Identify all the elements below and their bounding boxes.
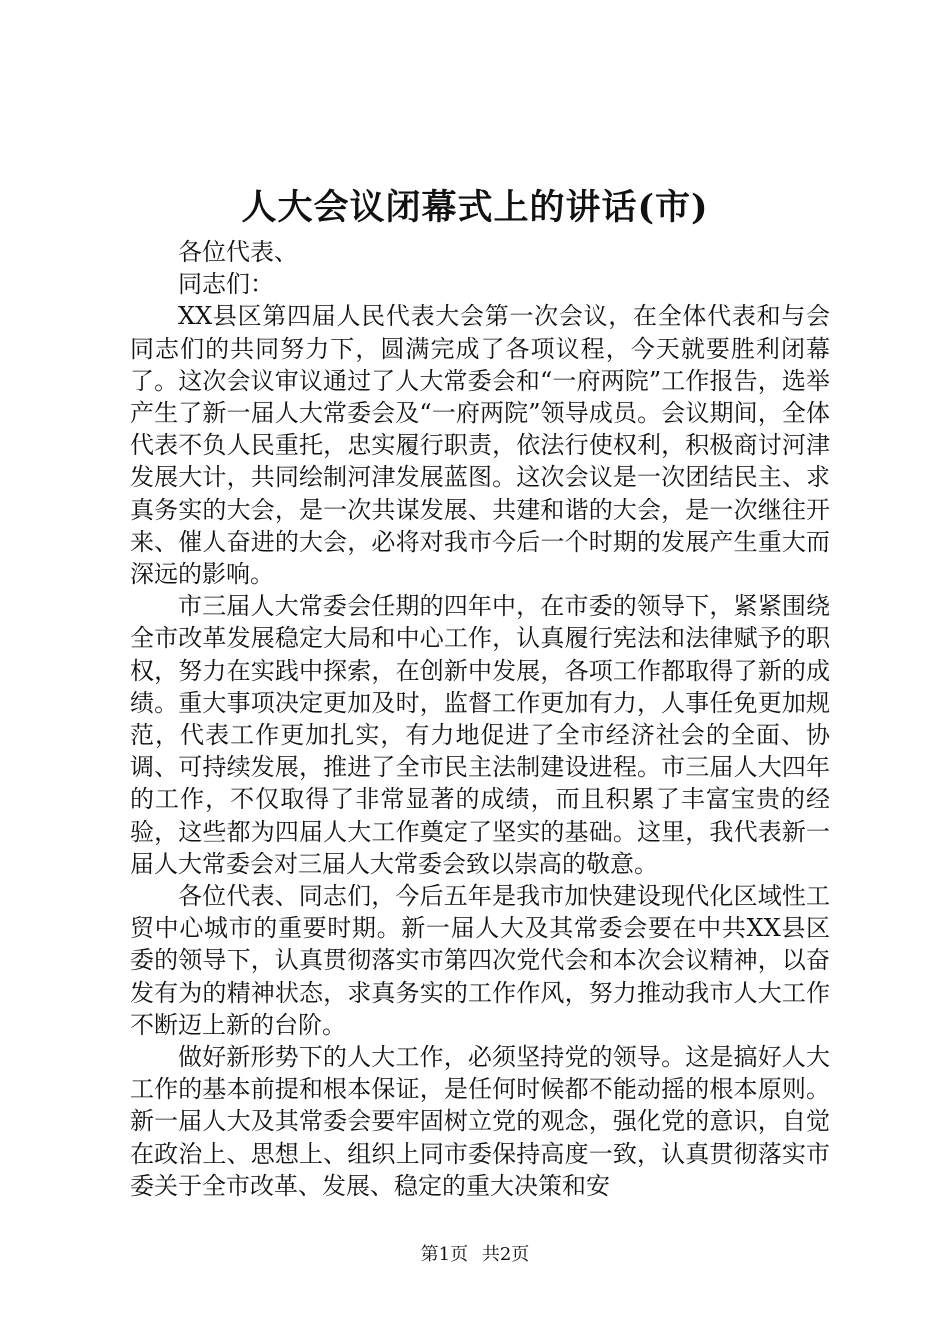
salutation-line-1: 各位代表、 xyxy=(178,238,298,266)
paragraph-3: 各位代表、同志们，今后五年是我市加快建设现代化区域性工贸中心城市的重要时期。新一届人大及其常委会要在中共XX县区委的领导下，认真贯彻落实市第四次党代会和本次会议精神，以奋发有为的精神状态，求真务实的工作作风，努力推动我市人大工作不断迈上新的台阶。 xyxy=(130,882,830,1039)
paragraph-2: 市三届人大常委会任期的四年中，在市委的领导下，紧紧围绕全市改革发展稳定大局和中心工作，认真履行宪法和法律赋予的职权，努力在实践中探索，在创新中发展，各项工作都取得了新的成绩。重大事项决定更加及时，监督工作更加有力，人事任免更加规范，代表工作更加扎实，有力地促进了全市经济社会的全面、协调、可持续发展，推进了全市民主法制建设进程。市三届人大四年的工作，不仅取得了非常显著的成绩，而且积累了丰富宝贵的经验，这些都为四届人大工作奠定了坚实的基础。这里，我代表新一届人大常委会对三届人大常委会致以崇高的敬意。 xyxy=(130,592,830,878)
document-title: 人大会议闭幕式上的讲话(市) xyxy=(241,187,709,228)
document-body xyxy=(130,236,830,1202)
paragraph-4: 做好新形势下的人大工作，必须坚持党的领导。这是搞好人大工作的基本前提和根本保证，是任何时候都不能动摇的根本原则。新一届人大及其常委会要牢固树立党的观念，强化党的意识，自觉在政治上、思想上、组织上同市委保持高度一致，认真贯彻落实市委关于全市改革、发展、稳定的重大决策和安 xyxy=(130,1043,830,1200)
page-number-current: 第1页 xyxy=(420,1244,469,1265)
salutation-line-2: 同志们： xyxy=(178,270,274,299)
page-footer xyxy=(0,1243,950,1267)
page-number-total: 共2页 xyxy=(481,1244,530,1265)
paragraph-1: XX县区第四届人民代表大会第一次会议，在全体代表和与会同志们的共同努力下，圆满完成了各项议程，今天就要胜利闭幕了。这次会议审议通过了人大常委会和“一府两院”工作报告，选举产生了新一届人大常委会及“一府两院”领导成员。会议期间，全体代表不负人民重托，忠实履行职责，依法行使权利，积极商讨河津发展大计，共同绘制河津发展蓝图。这次会议是一次团结民主、求真务实的大会，是一次共谋发展、共建和谐的大会，是一次继往开来、催人奋进的大会，必将对我市今后一个时期的发展产生重大而深远的影响。 xyxy=(130,302,830,589)
